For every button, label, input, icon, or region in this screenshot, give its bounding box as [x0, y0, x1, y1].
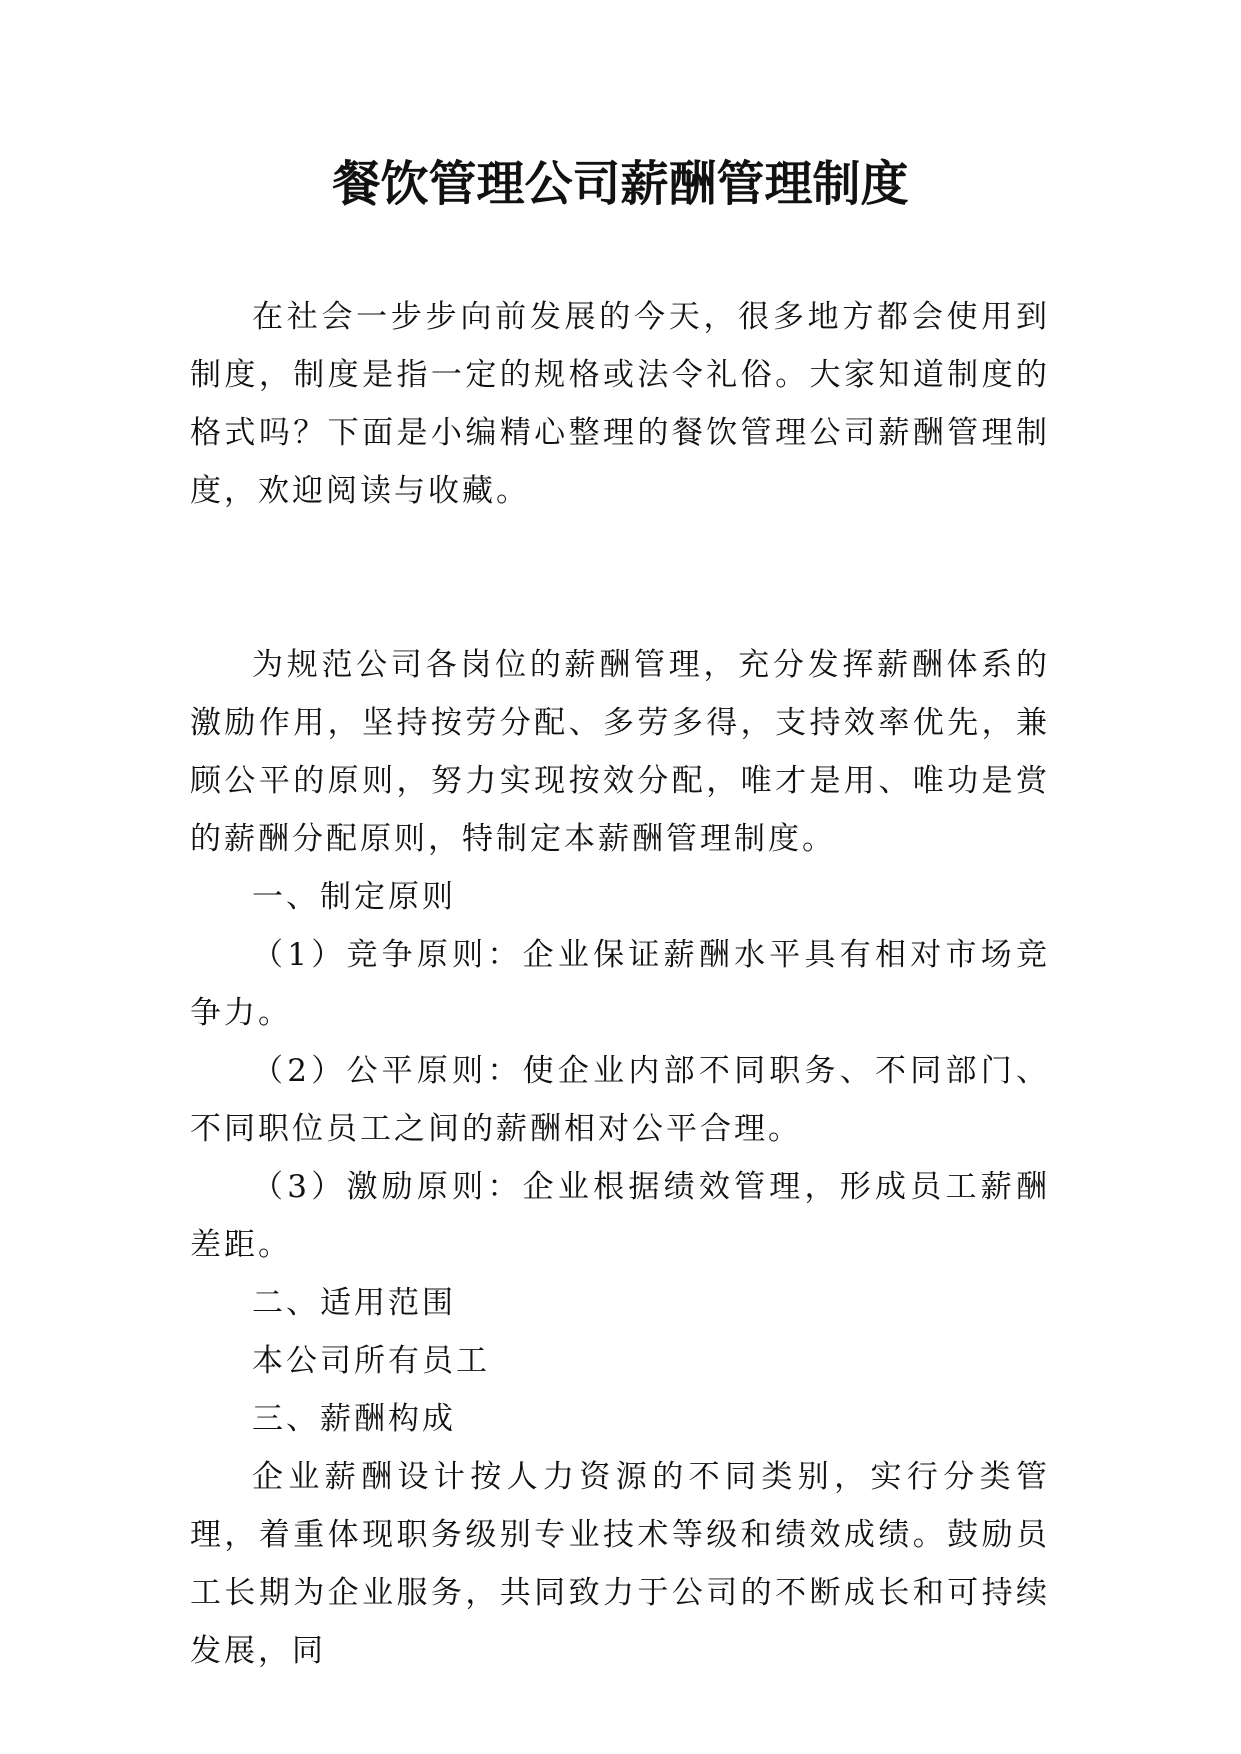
principle-fairness: （2）公平原则：使企业内部不同职务、不同部门、不同职位员工之间的薪酬相对公平合理。 [190, 1053, 1050, 1147]
section-heading-scope: 二、适用范围 [252, 1285, 456, 1321]
scope-paragraph: 本公司所有员工 [252, 1343, 490, 1379]
paragraph-spacer [190, 520, 1050, 636]
document-title: 餐饮管理公司薪酬管理制度 [332, 156, 909, 212]
composition-paragraph: 企业薪酬设计按人力资源的不同类别，实行分类管理，着重体现职务级别专业技术等级和绩效成绩。鼓励员工长期为企业服务，共同致力于公司的不断成长和可持续发展，同 [190, 1459, 1050, 1669]
principle-competition: （1）竞争原则：企业保证薪酬水平具有相对市场竞争力。 [190, 937, 1050, 1031]
document-body [190, 288, 1050, 1680]
intro-paragraph: 在社会一步步向前发展的今天，很多地方都会使用到制度，制度是指一定的规格或法令礼俗。大家知道制度的格式吗？下面是小编精心整理的餐饮管理公司薪酬管理制度，欢迎阅读与收藏。 [190, 299, 1050, 509]
principle-incentive: （3）激励原则：企业根据绩效管理，形成员工薪酬差距。 [190, 1169, 1050, 1263]
section-heading-composition: 三、薪酬构成 [252, 1401, 456, 1437]
section-heading-principles: 一、制定原则 [252, 879, 456, 915]
purpose-paragraph: 为规范公司各岗位的薪酬管理，充分发挥薪酬体系的激励作用，坚持按劳分配、多劳多得，支持效率优先，兼顾公平的原则，努力实现按效分配，唯才是用、唯功是赏的薪酬分配原则，特制定本薪酬管理制度。 [190, 647, 1050, 857]
